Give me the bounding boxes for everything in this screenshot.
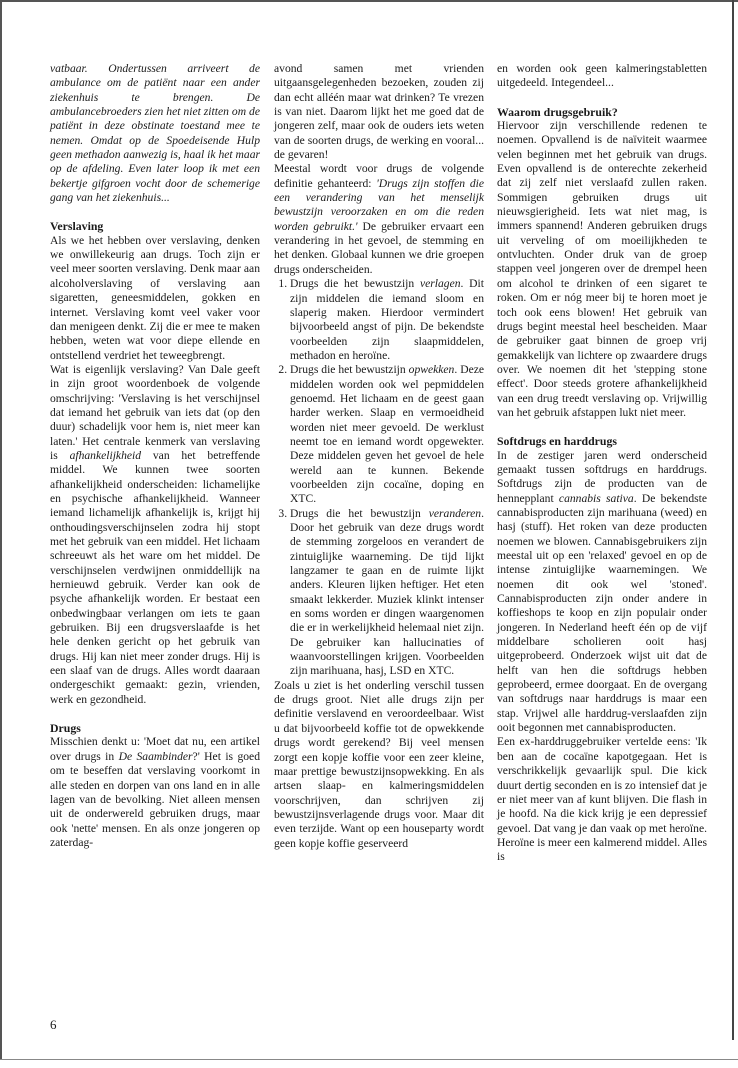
paragraph-waarom: Hiervoor zijn verschillende redenen te noemen. Opvallend is de naïviteit waarmee velen beginnen met het gebruik van drugs. Even opvallend is de onterechte zekerheid dat zij zelf niet verslaafd zullen raken. Sommigen gebruiken drugs uit nieuwsgierigheid. Iets wat niet mag, is immers spannend! Anderen gebruiken drugs uit verveling of om moeilijkheden te ontvluchten. Onder druk van de groep stappen veel jongeren over de drempel heen om alcohol te drinken of een sigaret te roken. Om er nóg meer bij te horen moet je toch ook eens blowen! Het gebruik van drugs begint meestal heel bescheiden. Maar de gebruiker gaat binnen de groep vrij gemakkelijk van lichtere op zwaardere drugs over. We noemen dit het 'stepping stone effect'. Door steeds grotere afhankelijkheid van een drug treedt verslaving op. Vrijwillig van het gebruik afstappen lukt niet meer.	[497, 119, 707, 419]
paragraph-drugs-2: avond samen met vrienden uitgaansgelegenheden bezoeken, zouden zij dan echt alléén maar wat drinken? Te vrezen is van niet. Daarom lijkt het me goed dat de jongeren zelf, maar ook de ouders iets weten van de soorten drugs, de werking en vooral... de gevaren!	[274, 62, 484, 162]
heading-waarom-drugsgebruik: Waarom drugsgebruik?	[497, 104, 618, 119]
drug-groups-list	[274, 277, 484, 679]
column-1	[50, 62, 260, 850]
heading-verslaving: Verslaving	[50, 219, 104, 234]
intro-italic-paragraph: vatbaar. Ondertussen arriveert de ambulance om de patiënt naar een ander ziekenhuis te brengen. De ambulancebroeders zien het niet zitten om de patiënt in deze obstinate toestand mee te nemen. Omdat op de Spoedeisende Hulp geen methadon aanwezig is, haal ik het maar op de afdeling. Even later loop ik met een bekertje gifgroen vocht door de schemerige gang van het ziekenhuis...	[50, 62, 260, 205]
page-frame-left	[0, 0, 2, 1060]
list-item: 1. Drugs die het bewustzijn verlagen. Dit zijn middelen die iemand sloom en slaperig maken. Hierdoor vermindert bijvoorbeeld angst of pijn. De bekendste voorbeelden zijn slaapmiddelen, methadon en heroïne.	[290, 277, 484, 363]
page-frame-top	[0, 0, 738, 2]
paragraph-drugs-difference: Zoals u ziet is het onderling verschil tussen de drugs groot. Niet alle drugs zijn per definitie verslavend en veroordeelbaar. Wist u dat bijvoorbeeld koffie tot de opwekkende drugs wordt gerekend? Bij veel mensen zorgt een kopje koffie voor een zeer kleine, maar prettige bewustzijnsopwekking. En als artsen slaap- en kalmeringsmiddelen voorschrijven, dan schrijven zij bewustzijnsverlagende drugs voor. Maar dit even terzijde. Want op een houseparty wordt geen kopje koffie geserveerd	[274, 678, 484, 850]
paragraph-softdrugs: In de zestiger jaren werd onderscheid gemaakt tussen softdrugs en harddrugs. Softdrugs zijn de producten van de hennepplant cannabis sativa. De bekendste cannabisproducten zijn marihuana (weed) en hasj (stuff). Het roken van deze producten noemen we blowen. Cannabisgebruikers zijn meestal uit op een 'relaxed' gevoel en op de intense zintuiglijke waarnemingen. We noemen dit ook wel 'stoned'. Cannabisproducten zijn onder andere in koffieshops te koop en zijn populair onder jongeren. In Nederland heeft één op de vijf middelbare scholieren ooit hasj uitgeprobeerd. Onderzoek wijst uit dat de helft van hen die softdrugs hebben geprobeerd, ermee doorgaat. En de overgang van softdrugs naar harddrugs is maar een stap. Vrijwel alle harddrug-verslaafden zijn ooit begonnen met cannabisproducten.	[497, 448, 708, 735]
paragraph-drugs-1: Misschien denkt u: 'Moet dat nu, een artikel over drugs in De Saambinder?' Het is goed om te beseffen dat verslaving voorkomt in alle steden en dorpen van ons land en in alle lagen van de bevolking. Niet alleen mensen uit de onderwereld gebruiken drugs, maar ook 'nette' mensen. En als onze jongeren op zaterdag-	[50, 735, 260, 849]
list-item: 3. Drugs die het bewustzijn veranderen. Door het gebruik van deze drugs wordt de stemming zorgeloos en verandert de zintuiglijke waarneming. De tijd lijkt langzamer te gaan en de ruimte lijkt anders. Kleuren lijken heftiger. Het eten smaakt lekkerder. Muziek klinkt intenser en soms worden er dingen waargenomen die er in werkelijkheid helemaal niet zijn. De gebruiker kan hallucinaties of waanvoorstellingen krijgen. Voorbeelden zijn marihuana, hasj, LSD en XTC.	[290, 507, 484, 679]
paragraph-verslaving-2: Wat is eigenlijk verslaving? Van Dale geeft in zijn groot woordenboek de volgende omschrijving: 'Verslaving is het verschijnsel dat iemand het gebruik van iets dat (op den duur) schadelijk voor hem is, niet meer kan laten.' Het centrale kenmerk van verslaving is afhankelijkheid van het betreffende middel. We kunnen twee soorten afhankelijkheid onderscheiden: lichamelijke en psychische afhankelijkheid. Wanneer iemand lichamelijk afhankelijk is, krijgt hij onthoudingsverschijnselen zodra hij stopt met het gebruik van een middel. Het lichaam schreeuwt als het ware om het middel. De verschijnselen verdwijnen onmiddellijk na hernieuwd gebruik. Verder kan ook de psyche afhankelijk worden. Er bestaat een onbedwingbaar verlangen om iets te gaan gebruiken. Bij een drugsverslaafde is het hele denken gericht op het gebruik van drugs. Hij kan niet meer zonder drugs. Hij is een slaaf van de drugs. Alles wordt daaraan ondergeschikt gemaakt: gezin, vrienden, werk en gezondheid.	[50, 362, 260, 706]
page-number: 6	[50, 1017, 57, 1032]
column-2	[274, 62, 484, 851]
paragraph-definition: Meestal wordt voor drugs de volgende definitie gehanteerd: 'Drugs zijn stoffen die een verandering van het menselijk bewustzijn veroorzaken en om die reden worden gebruikt.' De gebruiker ervaart een verandering in het gevoel, de stemming en het denken. Globaal kunnen we drie groepen drugs onderscheiden.	[274, 162, 484, 276]
page-frame-right	[732, 0, 734, 1040]
paragraph-ex-user-quote: Een ex-harddruggebruiker vertelde eens: 'Ik ben aan de cocaïne kapotgegaan. Het is verschrikkelijk gevaarlijk spul. Die kick duurt dertig seconden en is zo intensief dat je er niet meer van af kunt blijven. Die flash in je hoofd. Na die kick krijg je een depressief gevoel. Dat vang je dan vaak op met heroïne. Heroïne is meer een kalmerend middel. Alles is	[497, 735, 707, 864]
paragraph-verslaving-1: Als we het hebben over verslaving, denken we onwillekeurig aan drugs. Toch zijn er veel meer soorten verslaving. Denk maar aan alcoholverslaving of verslaving aan sigaretten, geneesmiddelen, gokken en internet. Verslaving komt veel vaker voor dan menigeen denkt. Zij die er mee te maken hebben, weten wat voor diepe ellende en ontstellend verdriet het teweegbrengt.	[50, 233, 260, 362]
heading-drugs: Drugs	[50, 721, 81, 736]
list-item: 2. Drugs die het bewustzijn opwekken. Deze middelen worden ook wel pepmiddelen genoemd. Het lichaam en de geest gaan harder werken. Slaap en vermoeidheid worden niet meer gevoeld. De werklust neemt toe en iemand wordt opgewekter. Deze middelen geven het gevoel de hele wereld aan te kunnen. Bekende voorbeelden zijn cocaïne, doping en XTC.	[290, 363, 484, 506]
page-frame-bottom	[0, 1059, 738, 1060]
paragraph-continuation: en worden ook geen kalmeringstabletten uitgedeeld. Integendeel...	[497, 62, 707, 90]
column-3	[497, 62, 707, 865]
heading-softdrugs-harddrugs: Softdrugs en harddrugs	[497, 434, 617, 449]
